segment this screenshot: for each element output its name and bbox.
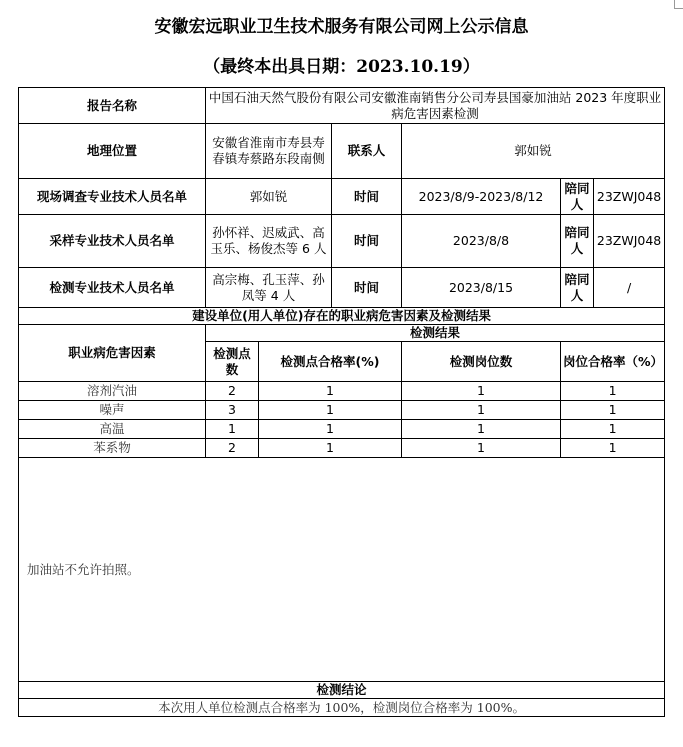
testing-row bbox=[19, 268, 665, 308]
posts-cell: 1 bbox=[402, 439, 561, 458]
disclosure-table bbox=[18, 87, 665, 717]
testing-staff-label: 检测专业技术人员名单 bbox=[19, 268, 206, 308]
conclusion-text: 本次用人单位检测点合格率为 100%，检测岗位合格率为 100%。 bbox=[19, 699, 665, 717]
sampling-time-value: 2023/8/8 bbox=[402, 215, 561, 268]
column-header-posts: 检测岗位数 bbox=[402, 342, 561, 382]
table-row bbox=[19, 382, 665, 401]
location-row bbox=[19, 124, 665, 179]
column-header-points: 检测点数 bbox=[206, 342, 259, 382]
post-rate-cell: 1 bbox=[561, 439, 665, 458]
post-rate-cell: 1 bbox=[561, 401, 665, 420]
sampling-staff-value: 孙怀祥、迟威武、高玉乐、杨俊杰等 6 人 bbox=[206, 215, 332, 268]
posts-cell: 1 bbox=[402, 420, 561, 439]
points-cell: 3 bbox=[206, 401, 259, 420]
factor-cell: 溶剂汽油 bbox=[19, 382, 206, 401]
sampling-companion-label: 陪同人 bbox=[561, 215, 594, 268]
issue-date: （最终本出具日期：2023.10.19） bbox=[203, 57, 480, 77]
points-cell: 2 bbox=[206, 439, 259, 458]
photo-note-row bbox=[19, 458, 665, 682]
sampling-time-label: 时间 bbox=[332, 215, 402, 268]
points-cell: 2 bbox=[206, 382, 259, 401]
post-rate-cell: 1 bbox=[561, 382, 665, 401]
factor-cell: 噪声 bbox=[19, 401, 206, 420]
posts-cell: 1 bbox=[402, 401, 561, 420]
photo-note: 加油站不允许拍照。 bbox=[19, 458, 665, 682]
survey-staff-label: 现场调查专业技术人员名单 bbox=[19, 179, 206, 215]
points-cell: 1 bbox=[206, 420, 259, 439]
sampling-staff-label: 采样专业技术人员名单 bbox=[19, 215, 206, 268]
survey-time-label: 时间 bbox=[332, 179, 402, 215]
results-header: 检测结果 bbox=[206, 325, 665, 342]
factor-cell: 高温 bbox=[19, 420, 206, 439]
sampling-companion-value: 23ZWJ048 bbox=[594, 215, 665, 268]
testing-staff-value: 高宗梅、孔玉萍、孙凤等 4 人 bbox=[206, 268, 332, 308]
survey-staff-value: 郭如锐 bbox=[206, 179, 332, 215]
survey-time-value: 2023/8/9-2023/8/12 bbox=[402, 179, 561, 215]
results-header-row-1 bbox=[19, 325, 665, 342]
table-row bbox=[19, 420, 665, 439]
results-section-row bbox=[19, 308, 665, 325]
factor-header: 职业病危害因素 bbox=[19, 325, 206, 382]
testing-time-value: 2023/8/15 bbox=[402, 268, 561, 308]
posts-cell: 1 bbox=[402, 382, 561, 401]
location-value: 安徽省淮南市寿县寿春镇寿蔡路东段南侧 bbox=[206, 124, 332, 179]
survey-row bbox=[19, 179, 665, 215]
results-section-title: 建设单位(用人单位)存在的职业病危害因素及检测结果 bbox=[19, 308, 665, 325]
point-rate-cell: 1 bbox=[259, 382, 402, 401]
page-title: 安徽宏远职业卫生技术服务有限公司网上公示信息 bbox=[154, 17, 529, 37]
table-row bbox=[19, 401, 665, 420]
contact-label: 联系人 bbox=[332, 124, 402, 179]
point-rate-cell: 1 bbox=[259, 401, 402, 420]
post-rate-cell: 1 bbox=[561, 420, 665, 439]
conclusion-text-row bbox=[19, 699, 665, 717]
column-header-post-rate: 岗位合格率（%） bbox=[561, 342, 665, 382]
point-rate-cell: 1 bbox=[259, 420, 402, 439]
conclusion-title-row bbox=[19, 682, 665, 699]
testing-time-label: 时间 bbox=[332, 268, 402, 308]
report-name-label: 报告名称 bbox=[19, 88, 206, 124]
testing-companion-label: 陪同人 bbox=[561, 268, 594, 308]
report-row bbox=[19, 88, 665, 124]
testing-companion-value: / bbox=[594, 268, 665, 308]
survey-companion-label: 陪同人 bbox=[561, 179, 594, 215]
table-row bbox=[19, 439, 665, 458]
conclusion-title: 检测结论 bbox=[19, 682, 665, 699]
survey-companion-value: 23ZWJ048 bbox=[594, 179, 665, 215]
column-header-point-rate: 检测点合格率(%) bbox=[259, 342, 402, 382]
point-rate-cell: 1 bbox=[259, 439, 402, 458]
page-corner-mark bbox=[674, 0, 683, 9]
factor-cell: 苯系物 bbox=[19, 439, 206, 458]
sampling-row bbox=[19, 215, 665, 268]
location-label: 地理位置 bbox=[19, 124, 206, 179]
contact-value: 郭如锐 bbox=[402, 124, 665, 179]
report-name-value: 中国石油天然气股份有限公司安徽淮南销售分公司寿县国豪加油站 2023 年度职业病危害因素检测 bbox=[206, 88, 665, 124]
